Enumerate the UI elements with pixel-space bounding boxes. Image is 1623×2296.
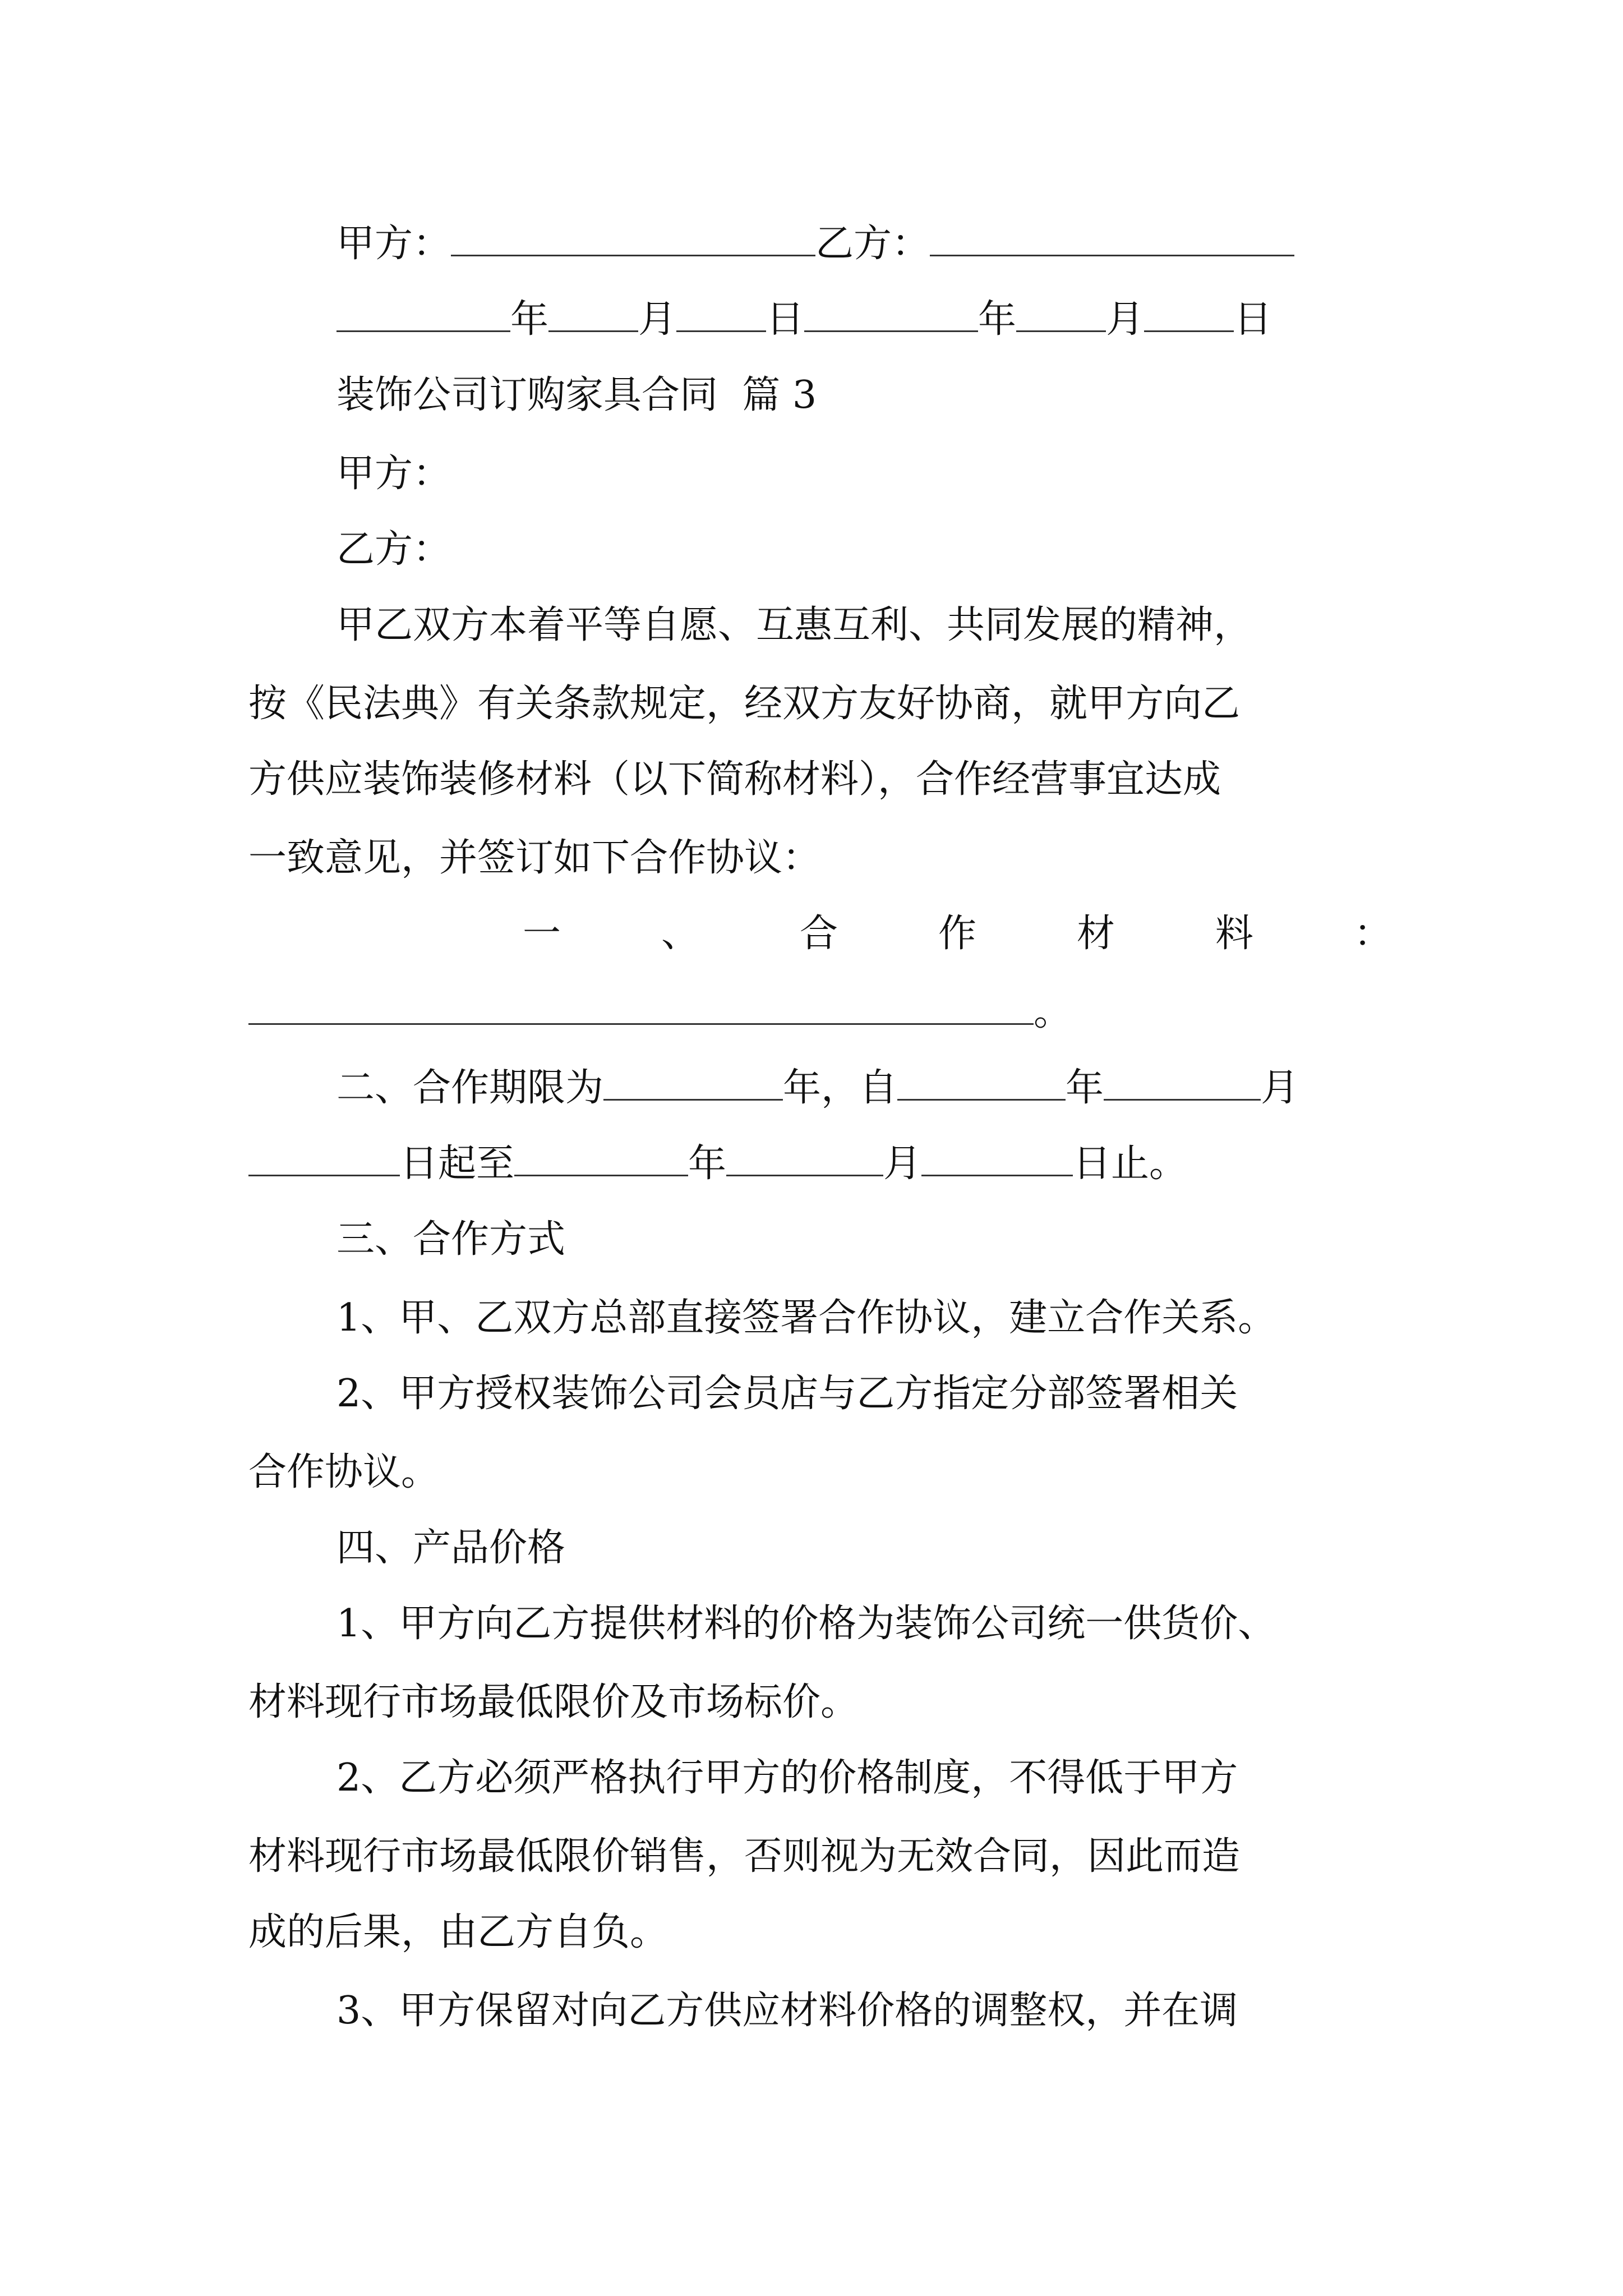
clause1-heading	[523, 909, 1392, 959]
clause1-char: 、	[661, 912, 699, 956]
date-blank	[1144, 296, 1234, 332]
clause2-year2-label: 年	[1066, 1066, 1104, 1110]
year-label: 年	[510, 297, 549, 342]
start-day-blank	[248, 1140, 400, 1176]
end-day-blank	[921, 1140, 1073, 1176]
section3-item: 2、甲方授权装饰公司会员店与乙方指定分部签署相关	[336, 1372, 1238, 1416]
section4-item: 3、甲方保留对向乙方供应材料价格的调整权，并在调	[336, 1989, 1238, 2033]
start-month-blank	[1104, 1064, 1261, 1101]
clause1-char: 合	[799, 912, 838, 956]
intro-line: 按《民法典》有关条款规定，经双方友好协商，就甲方向乙	[248, 682, 1241, 726]
clause2-end-month-label: 月	[883, 1142, 922, 1186]
section4-item: 1、甲方向乙方提供材料的价格为装饰公司统一供货价、	[336, 1602, 1276, 1646]
intro-line: 一致意见，并签订如下合作协议：	[248, 836, 821, 880]
clause1-blank-line	[248, 987, 1072, 1038]
clause2-end-label: 日止。	[1073, 1142, 1188, 1186]
signature-dates-line	[336, 295, 1272, 345]
party-b-label: 乙方：	[336, 527, 451, 572]
term-years-blank	[603, 1064, 783, 1101]
section4-item: 材料现行市场最低限价销售，否则视为无效合同，因此而造	[248, 1834, 1241, 1879]
section3-item: 1、甲、乙双方总部直接签署合作协议，建立合作关系。	[336, 1296, 1276, 1340]
clause1-char: 作	[938, 912, 976, 956]
section4-item: 成的后果，由乙方自负。	[248, 1910, 668, 1954]
party-a-label: 甲方：	[336, 452, 451, 496]
section4-item: 材料现行市场最低限价及市场标价。	[248, 1680, 859, 1724]
intro-line: 方供应装饰装修材料（以下简称材料），合作经营事宜达成	[248, 757, 1221, 802]
party-a-signature-blank	[451, 220, 815, 256]
date-blank	[804, 296, 978, 332]
clause2-year-label: 年，自	[783, 1066, 898, 1110]
day-label: 日	[766, 297, 805, 342]
clause1-char: 材	[1076, 912, 1115, 956]
clause2-prefix: 二、合作期限为	[336, 1066, 604, 1110]
date-blank	[1016, 296, 1106, 332]
signature-parties-line	[336, 219, 1294, 269]
clause2-month-label: 月	[1261, 1066, 1299, 1110]
start-year-blank	[897, 1064, 1066, 1101]
clause2-line1	[336, 1063, 1299, 1114]
section3-heading: 三、合作方式	[336, 1217, 566, 1262]
section4-heading: 四、产品价格	[336, 1526, 566, 1570]
month-label: 月	[1106, 297, 1145, 342]
end-year-blank	[514, 1140, 688, 1176]
party-b-signature-label: 乙方：	[815, 222, 930, 266]
date-blank	[676, 296, 766, 332]
document-title: 装饰公司订购家具合同 篇 3	[336, 373, 817, 417]
section3-item: 合作协议。	[248, 1450, 440, 1494]
intro-line: 甲乙双方本着平等自愿、互惠互利、共同发展的精神，	[336, 603, 1252, 647]
clause1-char: 料	[1215, 912, 1253, 956]
day-label: 日	[1234, 297, 1272, 342]
clause1-blank	[248, 988, 1034, 1025]
month-label: 月	[638, 297, 677, 342]
clause1-char: 一	[523, 912, 561, 956]
clause2-day-label: 日起至	[400, 1142, 515, 1186]
end-month-blank	[726, 1140, 883, 1176]
section4-item: 2、乙方必须严格执行甲方的价格制度，不得低于甲方	[336, 1756, 1238, 1800]
date-blank	[336, 296, 510, 332]
party-b-signature-blank	[930, 220, 1294, 256]
clause1-char: ：	[1353, 912, 1392, 956]
clause2-end-year-label: 年	[688, 1142, 727, 1186]
party-a-signature-label: 甲方：	[336, 222, 451, 266]
date-blank	[548, 296, 638, 332]
year-label: 年	[978, 297, 1017, 342]
clause1-end: 。	[1034, 990, 1072, 1034]
clause2-line2	[248, 1139, 1187, 1189]
